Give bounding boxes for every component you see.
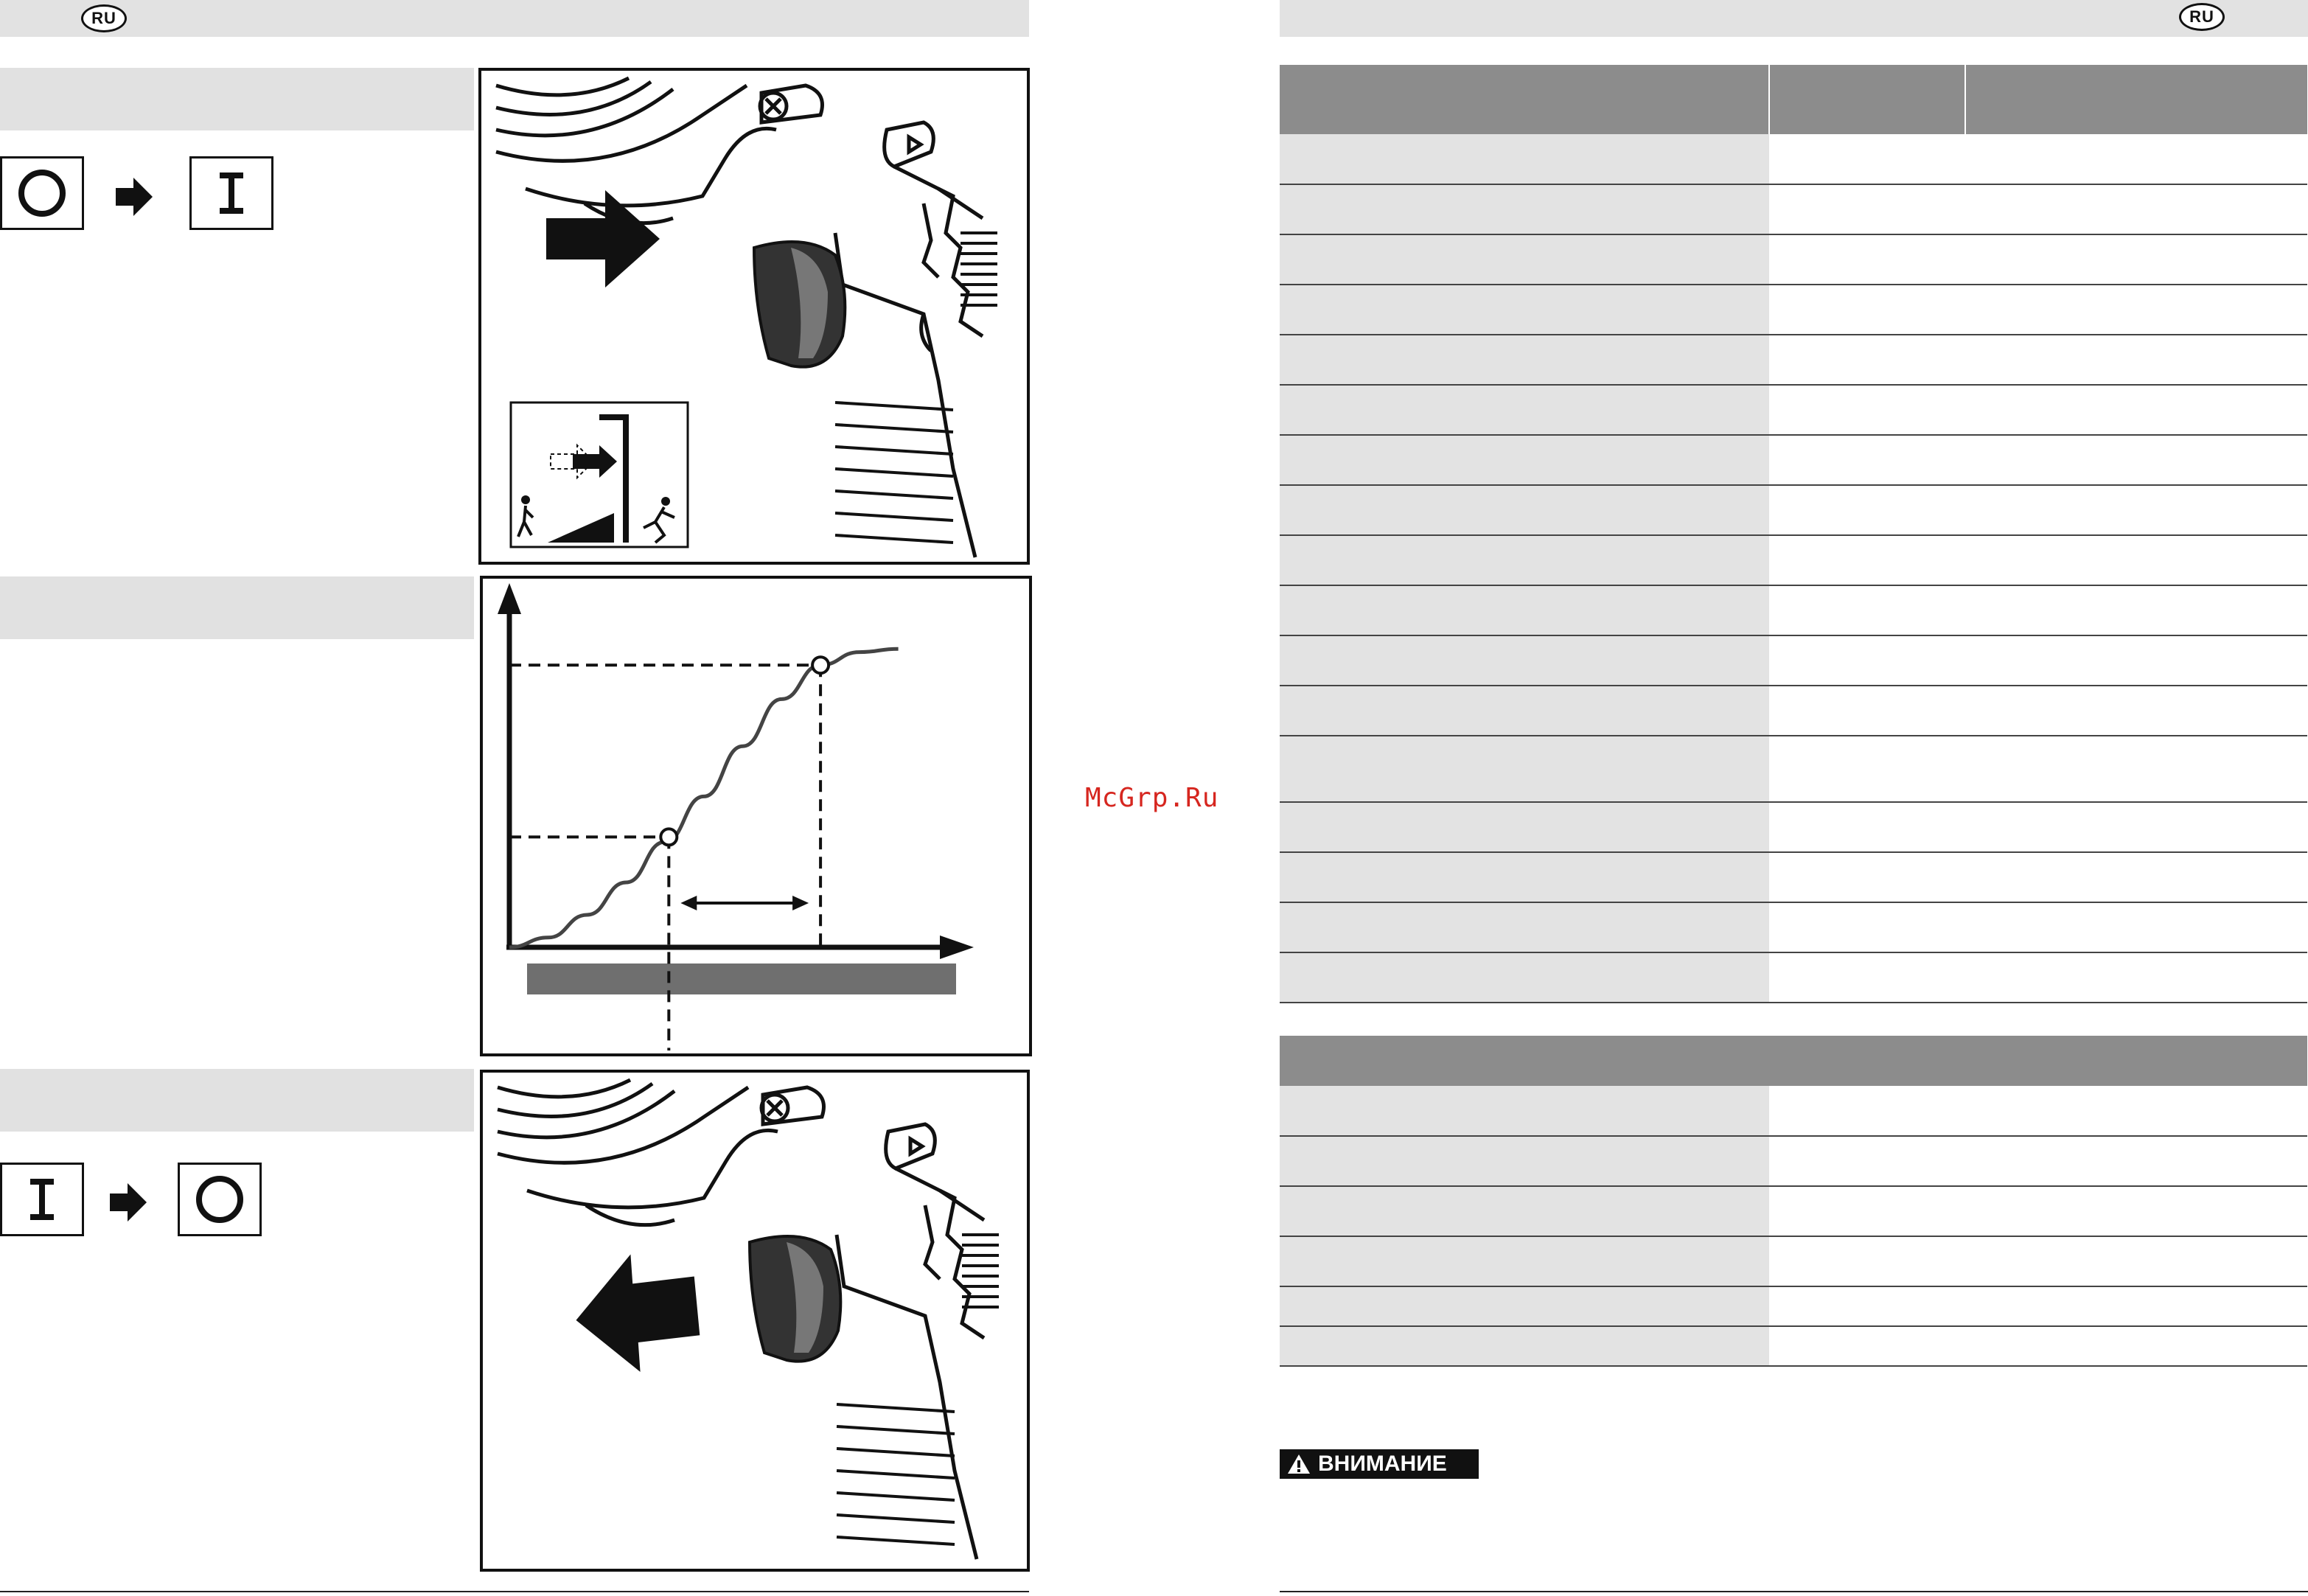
table-cell [1769,585,2307,635]
table-cell [1280,1186,1769,1236]
speed-curve-chart [480,576,1032,1056]
table-row [1280,1326,2307,1366]
section-2-heading-band [0,576,474,639]
table-row [1280,485,2307,535]
table-row [1280,1136,2307,1186]
bar-on-icon [13,1170,72,1229]
table-cell [1769,952,2307,1003]
table-cell [1769,1286,2307,1326]
table-row [1280,802,2307,852]
table-cell [1280,635,1769,686]
chart-baseline-bar [527,963,956,994]
table-cell [1280,1286,1769,1326]
table-row [1280,1086,2307,1136]
table-row [1280,902,2307,952]
table-cell [1280,535,1769,585]
right-page-footer-rule [1280,1591,2308,1592]
switch-off-symbol-2 [178,1163,262,1236]
table-header-row [1280,1036,2307,1086]
table-cell [1280,385,1769,435]
right-page-header-bar [1280,0,2308,37]
accessories-table [1280,1036,2307,1367]
table-row [1280,852,2307,902]
table-cell [1280,285,1769,335]
table-row [1280,335,2307,385]
table-cell [1769,134,2307,184]
table-cell [1280,485,1769,535]
table-row [1280,385,2307,435]
chart-canvas [483,579,1029,1053]
table-cell [1769,485,2307,535]
table-row [1280,285,2307,335]
table-row [1280,1286,2307,1326]
circle-off-icon [190,1170,249,1229]
table-cell [1280,952,1769,1003]
section-3-heading-band [0,1069,474,1132]
table-row [1280,952,2307,1003]
table-cell [1280,1086,1769,1136]
x-axis-arrowhead [940,935,974,959]
table-cell [1769,635,2307,686]
table-row [1280,686,2307,736]
table-cell [1280,335,1769,385]
table-cell [1769,902,2307,952]
table-row [1280,736,2307,802]
marked-point-0 [660,829,677,845]
range-arrow-head-right [792,896,809,910]
table-header-cell [1280,1036,2307,1086]
table-cell [1280,134,1769,184]
circle-off-icon [13,164,72,223]
table-cell [1280,585,1769,635]
table-cell [1280,184,1769,234]
table-row [1280,184,2307,234]
drill-trigger-release-illustration [480,1070,1030,1572]
table-cell [1769,385,2307,435]
table-cell [1769,285,2307,335]
warning-label-text: ВНИМАНИЕ [1318,1452,1447,1476]
range-arrow-head-left [680,896,697,910]
table-cell [1769,234,2307,285]
table-header-row [1280,65,2307,134]
table-cell [1769,335,2307,385]
table-row [1280,635,2307,686]
table-cell [1769,435,2307,485]
section-1-heading-band [0,68,474,130]
arrow-right-icon [107,1180,151,1224]
table-cell [1280,1326,1769,1366]
table-cell [1280,686,1769,736]
table-cell [1280,902,1769,952]
table-row [1280,1236,2307,1286]
switch-on-symbol [189,156,273,230]
left-page-header-bar [0,0,1029,37]
table-row [1280,585,2307,635]
table-row [1280,1186,2307,1236]
table-cell [1769,184,2307,234]
marked-point-1 [812,657,829,673]
table-cell [1769,1136,2307,1186]
table-header-cell [1965,65,2307,134]
switch-off-symbol [0,156,84,230]
table-cell [1280,852,1769,902]
table-row [1280,535,2307,585]
y-axis-arrowhead [498,583,521,614]
drill-trigger-press-illustration [478,68,1030,565]
right-language-badge: RU [2179,3,2225,31]
watermark-text: McGrp.Ru [1085,783,1219,813]
table-header-cell [1280,65,1769,134]
table-row [1280,435,2307,485]
arrow-right-icon [113,175,157,219]
warning-label [1280,1449,1479,1479]
bar-on-icon [202,164,261,223]
table-cell [1769,802,2307,852]
table-row [1280,234,2307,285]
table-header-cell [1769,65,1965,134]
switch-on-symbol-2 [0,1163,84,1236]
release-arrow-icon [572,1250,702,1376]
table-cell [1280,736,1769,802]
left-language-badge: RU [81,4,127,32]
table-cell [1769,1186,2307,1236]
table-cell [1280,802,1769,852]
table-cell [1769,736,2307,802]
table-cell [1769,1236,2307,1286]
table-row [1280,134,2307,184]
table-cell [1769,535,2307,585]
table-cell [1769,1326,2307,1366]
table-cell [1769,852,2307,902]
table-cell [1280,435,1769,485]
table-cell [1280,1136,1769,1186]
specifications-table [1280,65,2307,1003]
left-page-footer-rule [0,1591,1029,1592]
table-cell [1280,1236,1769,1286]
table-cell [1769,686,2307,736]
table-cell [1769,1086,2307,1136]
table-cell [1280,234,1769,285]
warning-triangle-icon [1287,1453,1311,1475]
